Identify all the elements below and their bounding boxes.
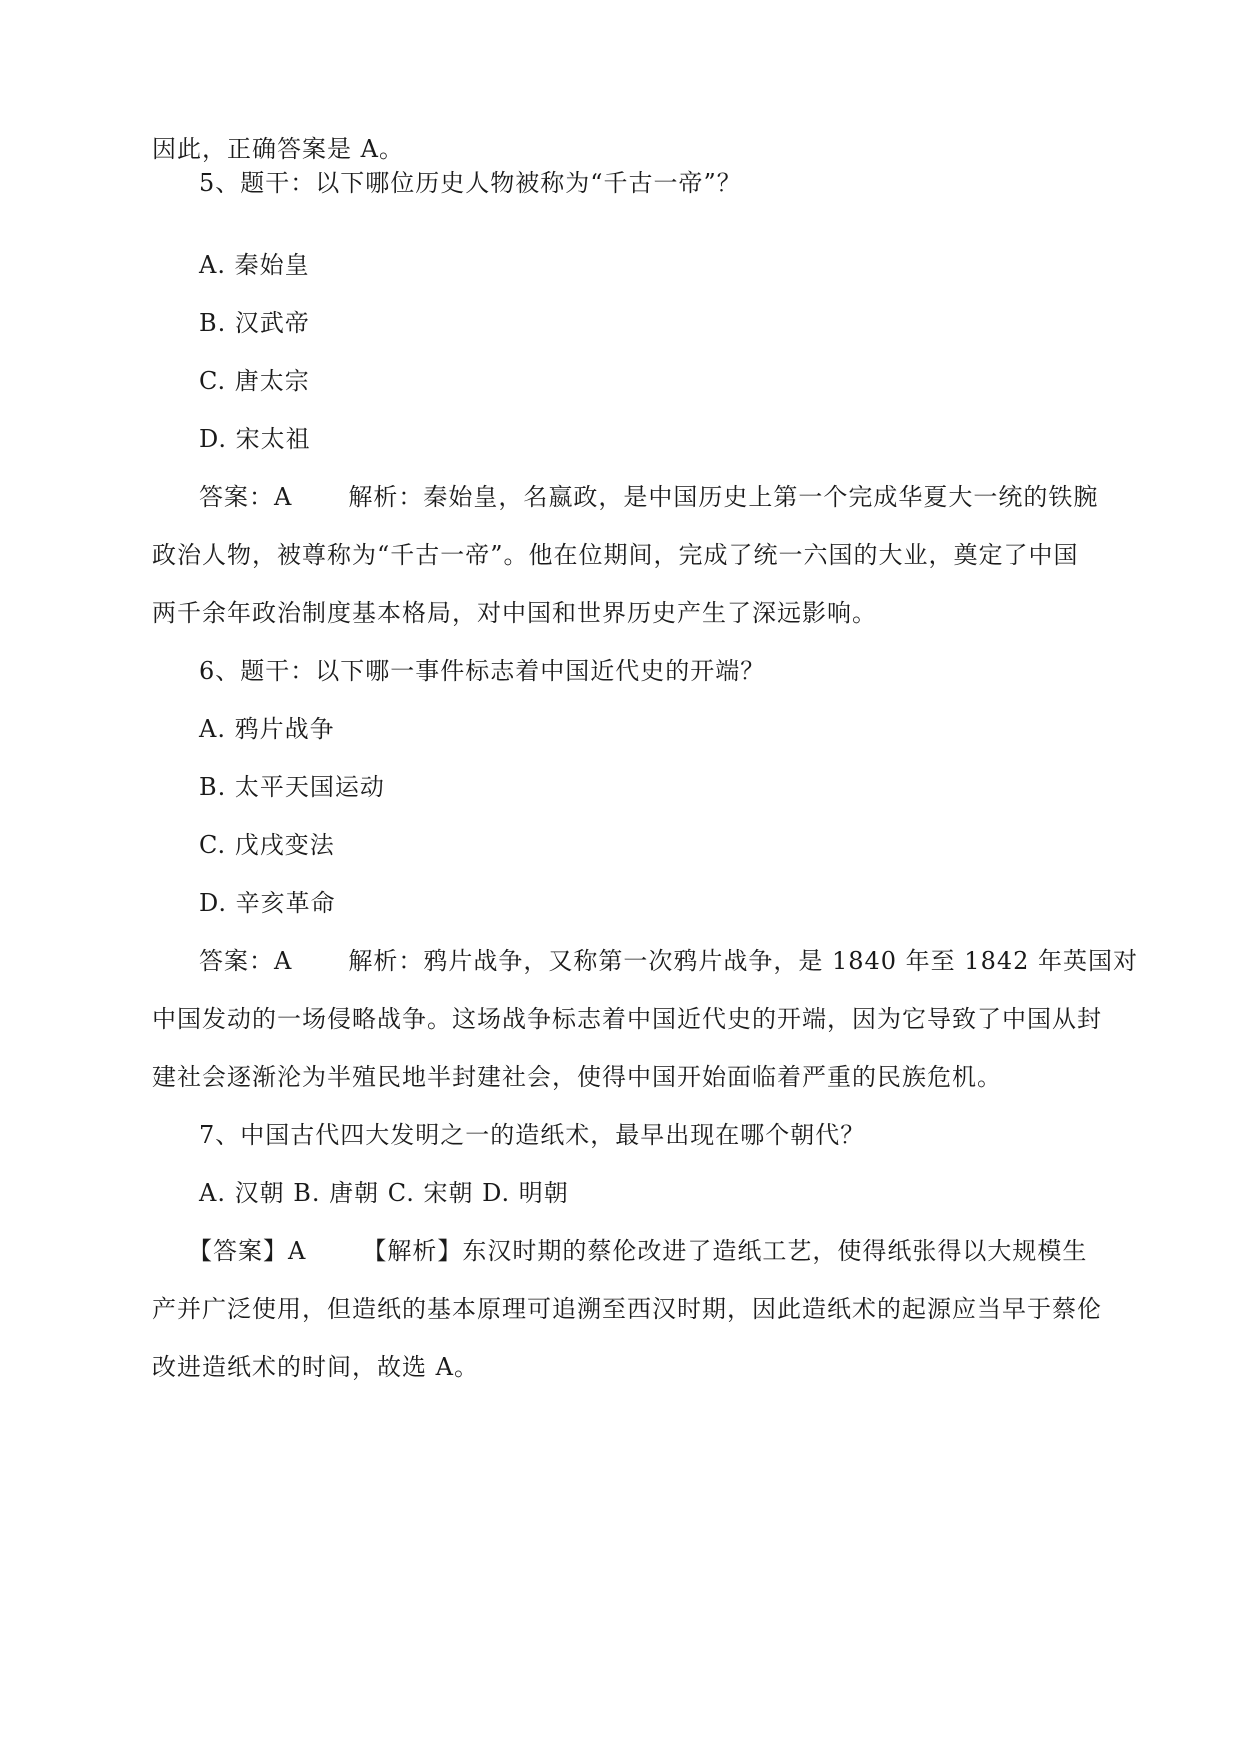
q5-stem: 5、题干：以下哪位历史人物被称为“千古一帝”？ bbox=[199, 169, 742, 197]
q6-answer-line bbox=[199, 946, 1138, 976]
q6-analysis-line-3: 建社会逐渐沦为半殖民地半封建社会，使得中国开始面临着严重的民族危机。 bbox=[152, 1063, 1002, 1091]
q7-answer: 【答案】A bbox=[188, 1237, 307, 1265]
q7-analysis-line-2: 产并广泛使用，但造纸的基本原理可追溯至西汉时期，因此造纸术的起源应当早于蔡伦 bbox=[152, 1295, 1102, 1323]
q7-analysis-line-3: 改进造纸术的时间，故选 A。 bbox=[152, 1353, 479, 1381]
q6-option-b: B. 太平天国运动 bbox=[199, 773, 385, 801]
q5-option-d: D. 宋太祖 bbox=[199, 425, 311, 453]
q7-analysis-line-1: 【解析】东汉时期的蔡伦改进了造纸工艺，使得纸张得以大规模生 bbox=[362, 1237, 1088, 1265]
q6-answer: 答案：A bbox=[199, 947, 293, 975]
q5-option-b: B. 汉武帝 bbox=[199, 309, 310, 337]
q5-analysis-line-3: 两千余年政治制度基本格局，对中国和世界历史产生了深远影响。 bbox=[152, 599, 877, 627]
q7-answer-line bbox=[188, 1236, 1087, 1266]
q6-stem: 6、题干：以下哪一事件标志着中国近代史的开端？ bbox=[199, 657, 766, 685]
previous-answer-conclusion: 因此，正确答案是 A。 bbox=[152, 135, 404, 163]
q5-option-c: C. 唐太宗 bbox=[199, 367, 310, 395]
q7-options: A. 汉朝 B. 唐朝 C. 宋朝 D. 明朝 bbox=[199, 1179, 569, 1207]
q5-answer: 答案：A bbox=[199, 483, 293, 511]
q6-analysis-line-1: 解析：鸦片战争，又称第一次鸦片战争，是 1840 年至 1842 年英国对 bbox=[348, 947, 1139, 975]
q6-option-a: A. 鸦片战争 bbox=[199, 715, 335, 743]
q7-stem: 7、中国古代四大发明之一的造纸术，最早出现在哪个朝代？ bbox=[199, 1121, 866, 1149]
q6-analysis-line-2: 中国发动的一场侵略战争。这场战争标志着中国近代史的开端，因为它导致了中国从封 bbox=[152, 1005, 1102, 1033]
q5-analysis-line-2: 政治人物，被尊称为“千古一帝”。他在位期间，完成了统一六国的大业，奠定了中国 bbox=[152, 541, 1079, 569]
q5-analysis-line-1: 解析：秦始皇，名嬴政，是中国历史上第一个完成华夏大一统的铁腕 bbox=[348, 483, 1099, 511]
q5-answer-line bbox=[199, 482, 1098, 512]
q5-option-a: A. 秦始皇 bbox=[199, 251, 310, 279]
q6-option-c: C. 戊戌变法 bbox=[199, 831, 335, 859]
q6-option-d: D. 辛亥革命 bbox=[199, 889, 336, 917]
